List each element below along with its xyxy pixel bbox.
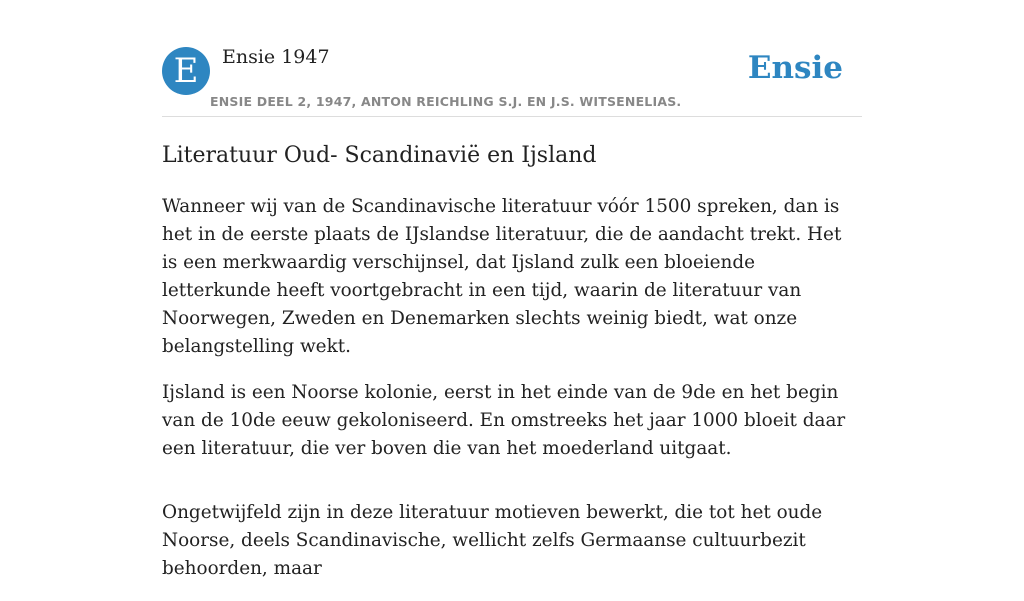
paragraph: Wanneer wij van de Scandinavische literatuur vóór 1500 spreken, dan is het in de eerste plaats de IJslandse literatuur, die de aandacht trekt. Het is een merkwaardig verschijnsel, dat Ijsland zulk een bloeiende letterkunde heeft voortgebracht in een tijd, waarin de literatuur van Noorwegen, Zweden en Denemarken slechts weinig biedt, wat onze belangstelling wekt. <box>162 196 842 357</box>
header <box>162 0 862 117</box>
source-subtitle: ENSIE DEEL 2, 1947, ANTON REICHLING S.J. EN J.S. WITSENELIAS. <box>210 94 682 109</box>
brand-link[interactable]: Ensie <box>747 50 843 86</box>
article-body <box>162 193 862 583</box>
article-title: Literatuur Oud- Scandinavië en Ijsland <box>162 143 597 168</box>
site-title[interactable]: Ensie 1947 <box>222 46 330 68</box>
paragraph: Ijsland is een Noorse kolonie, eerst in het einde van de 9de en het begin van de 10de eeuw gekoloniseerd. En omstreeks het jaar 1000 bloeit daar een literatuur, die ver boven die van het moederland uitgaat. <box>162 382 846 459</box>
page <box>162 0 862 601</box>
paragraph: Ongetwijfeld zijn in deze literatuur motieven bewerkt, die tot het oude Noorse, deels Scandinavische, wellicht zelfs Germaanse cultuurbezit behoorden, maar <box>162 502 823 579</box>
logo-icon[interactable]: E <box>162 47 210 95</box>
